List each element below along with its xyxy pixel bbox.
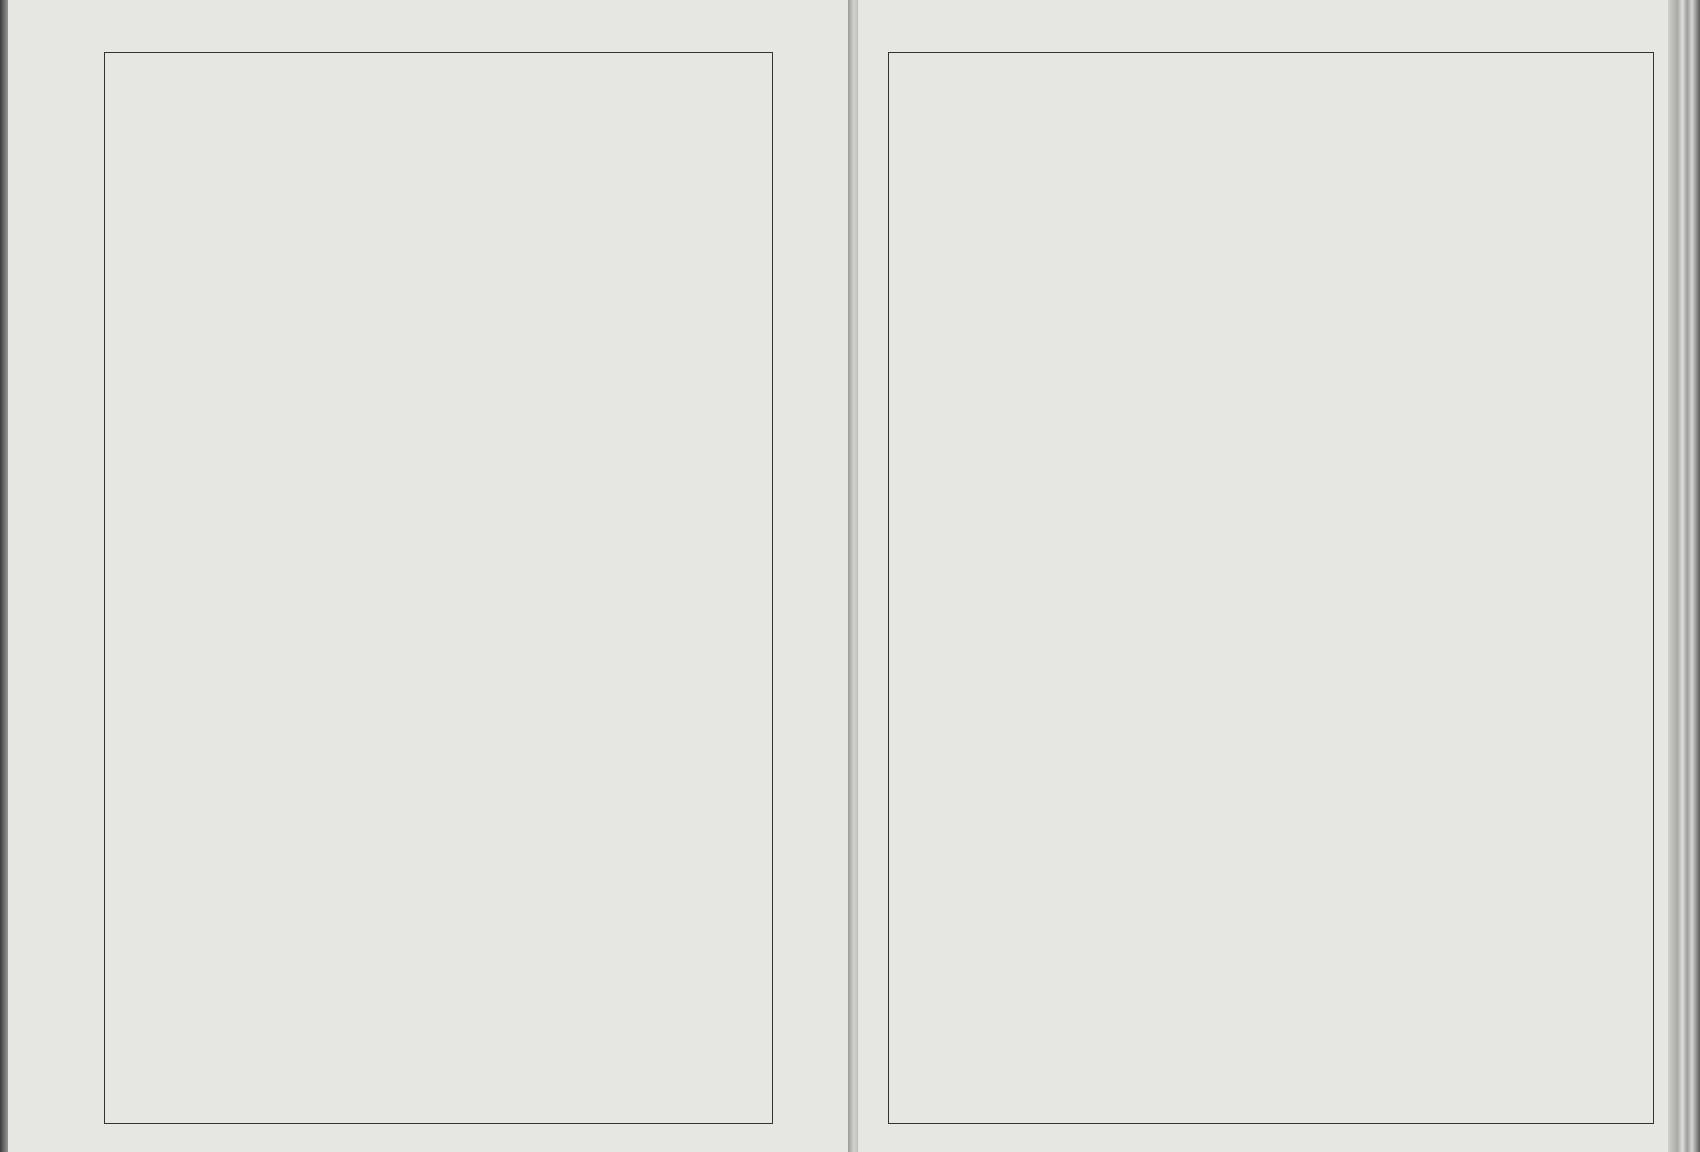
book-edge-right [1668,0,1700,1152]
left-page [8,0,856,1152]
right-table-frame [888,52,1654,1124]
right-page [858,0,1668,1152]
left-table-frame [104,52,773,1124]
